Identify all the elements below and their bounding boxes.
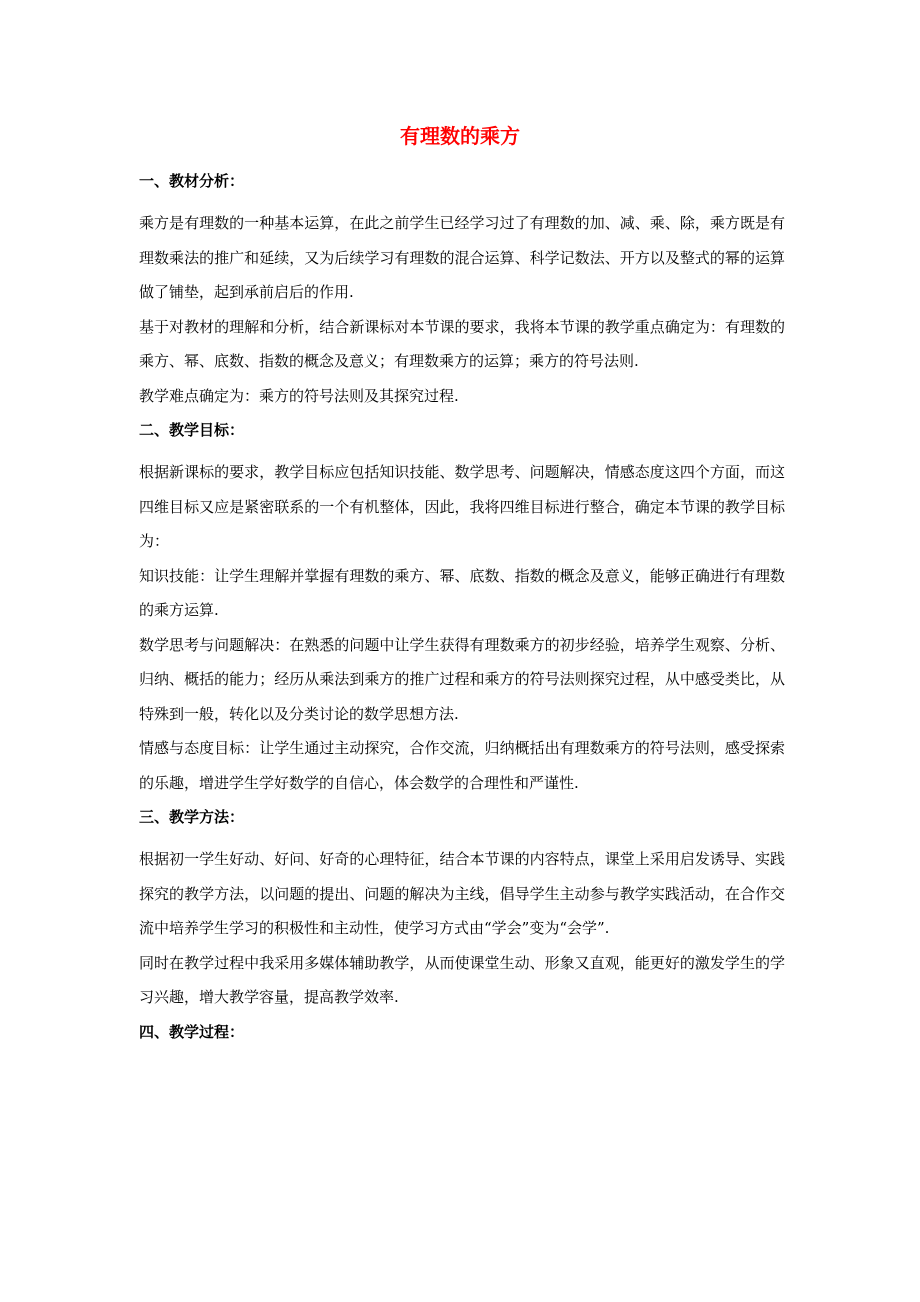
paragraph: 情感与态度目标：让学生通过主动探究，合作交流，归纳概括出有理数乘方的符号法则，感受探索的乐趣，增进学生学好数学的自信心，体会数学的合理性和严谨性.	[139, 739, 785, 792]
paragraph: 根据新课标的要求，教学目标应包括知识技能、数学思考、问题解决，情感态度这四个方面，而这四维目标又应是紧密联系的一个有机整体，因此，我将四维目标进行整合，确定本节课的教学目标为：	[139, 463, 785, 550]
section-heading: 四、教学过程：	[139, 1022, 245, 1041]
paragraph: 根据初一学生好动、好问、好奇的心理特征，结合本节课的内容特点，课堂上采用启发诱导、实践探究的教学方法，以问题的提出、问题的解决为主线，倡导学生主动参与教学实践活动，在合作交流中培养学生学习的积极性和主动性，使学习方式由“学会”变为“会学”.	[139, 850, 785, 937]
paragraph: 知识技能：让学生理解并掌握有理数的乘方、幂、底数、指数的概念及意义，能够正确进行有理数的乘方运算.	[139, 566, 785, 619]
paragraph: 数学思考与问题解决：在熟悉的问题中让学生获得有理数乘方的初步经验，培养学生观察、分析、归纳、概括的能力；经历从乘法到乘方的推广过程和乘方的符号法则探究过程，从中感受类比，从特殊到一般，转化以及分类讨论的数学思想方法.	[139, 635, 785, 723]
page-title: 有理数的乘方	[400, 124, 520, 148]
section-teaching-goals	[139, 415, 785, 800]
section-material-analysis	[139, 166, 785, 413]
section-heading: 三、教学方法：	[139, 808, 245, 826]
document-body	[139, 166, 785, 1057]
section-teaching-process	[139, 1017, 785, 1047]
paragraph: 基于对教材的理解和分析，结合新课标对本节课的要求，我将本节课的教学重点确定为：有理数的乘方、幂、底数、指数的概念及意义；有理数乘方的运算；乘方的符号法则.	[139, 317, 785, 370]
paragraph: 同时在教学过程中我采用多媒体辅助教学，从而使课堂生动、形象又直观，能更好的激发学生的学习兴趣，增大教学容量，提高教学效率.	[139, 953, 785, 1006]
section-teaching-methods	[139, 802, 785, 1015]
paragraph: 乘方是有理数的一种基本运算，在此之前学生已经学习过了有理数的加、减、乘、除，乘方既是有理数乘法的推广和延续，又为后续学习有理数的混合运算、科学记数法、开方以及整式的幂的运算做了铺垫，起到承前启后的作用.	[139, 214, 785, 301]
section-heading: 一、教材分析：	[139, 172, 245, 190]
section-heading: 二、教学目标：	[139, 421, 245, 439]
paragraph: 教学难点确定为：乘方的符号法则及其探究过程.	[139, 386, 459, 405]
